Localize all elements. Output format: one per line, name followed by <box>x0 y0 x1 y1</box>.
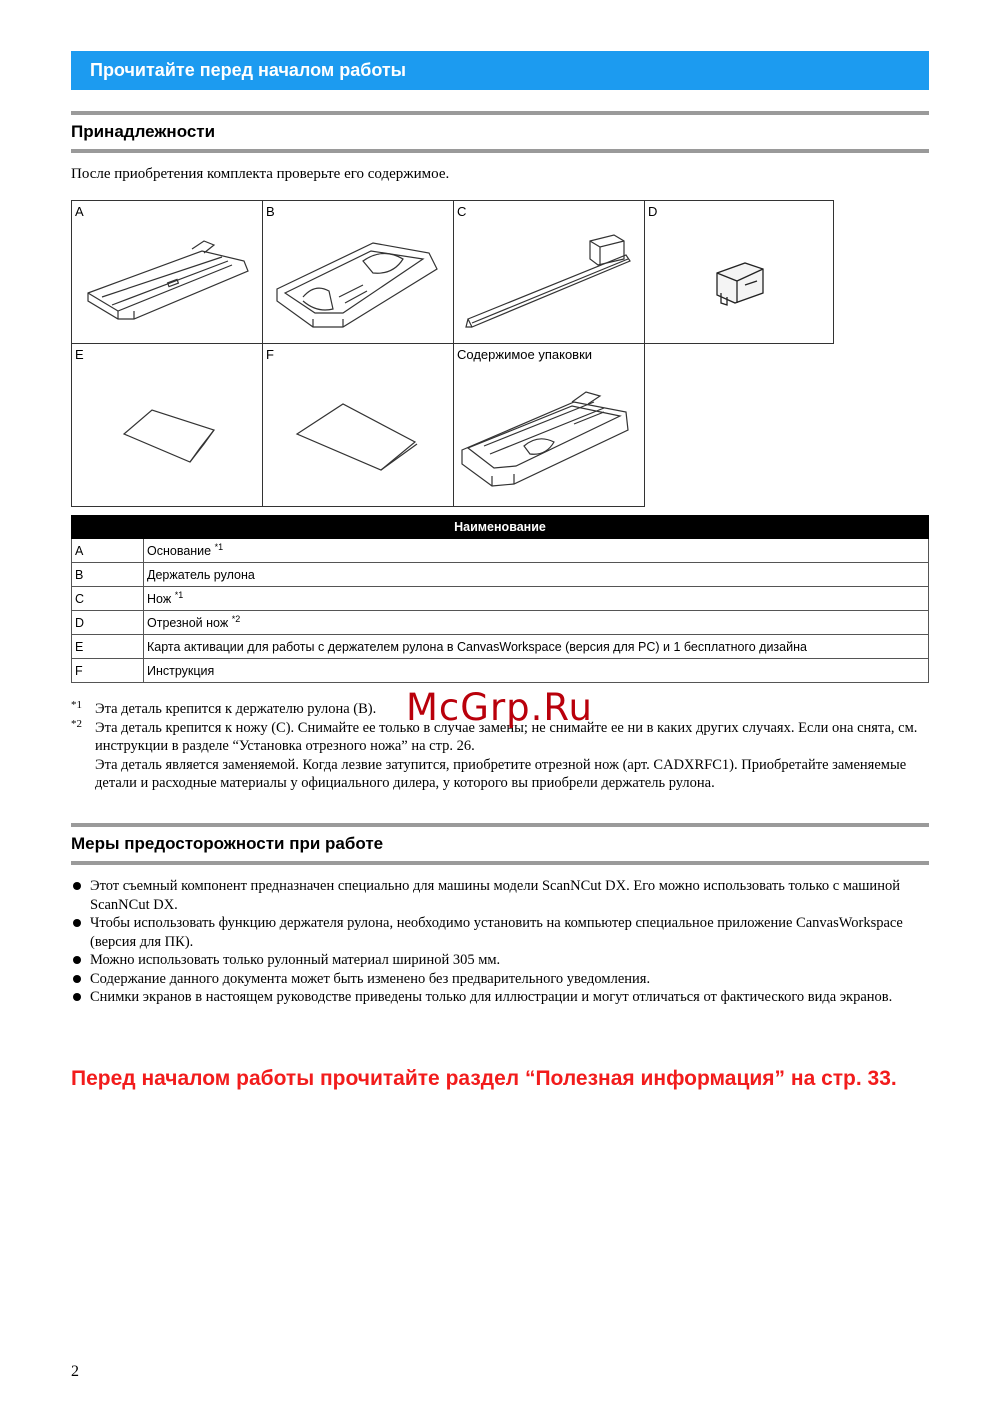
row-name: Отрезной нож $^{*2}$ <box>144 611 929 635</box>
footnote <box>71 719 929 793</box>
accessory-cell-a <box>71 200 263 344</box>
table-row <box>72 611 929 635</box>
accessories-intro: После приобретения комплекта проверьте его содержимое. <box>71 166 450 182</box>
accessory-label: E <box>75 347 84 362</box>
row-name: Держатель рулона <box>144 563 929 587</box>
footnote-ref: *2 <box>231 614 241 625</box>
list-item: Этот съемный компонент предназначен специально для машины модели ScanNCut DX. Его можно использовать только с машиной ScanNCut DX. <box>71 877 929 914</box>
accessory-label: F <box>266 347 274 362</box>
roll-holder-base-illustration <box>72 201 262 343</box>
accessory-cell-d <box>644 200 834 344</box>
roll-holder-illustration <box>263 201 453 343</box>
list-item: Снимки экранов в настоящем руководстве приведены только для иллюстрации и могут отличаться от фактического вида экранов. <box>71 988 929 1007</box>
table-row <box>72 563 929 587</box>
row-name: Нож $^{*1}$ <box>144 587 929 611</box>
header-banner <box>71 51 929 90</box>
footnote-ref: *1 <box>214 542 224 553</box>
accessories-heading-text: Принадлежности <box>71 122 216 141</box>
accessories-heading <box>71 111 929 153</box>
footnote-text: Эта деталь крепится к держателю рулона (B). <box>95 701 377 717</box>
activation-card-illustration <box>72 344 262 506</box>
accessories-image-grid <box>71 200 834 507</box>
footnote-text: Эта деталь крепится к ножу (C). Снимайте ее только в случае замены; не снимайте ее ни в каких других случаях. Если она снята, см. инструкции в разделе “Установка отрезного ножа” на стр. 26. <box>95 719 918 754</box>
accessories-table <box>71 515 929 683</box>
bullet-icon <box>73 956 81 964</box>
row-key: F <box>72 659 144 683</box>
instruction-sheet-illustration <box>263 344 453 506</box>
accessory-cell-package <box>453 343 645 507</box>
precautions-heading <box>71 823 929 865</box>
blade-illustration <box>454 201 644 343</box>
table-row <box>72 539 929 563</box>
row-key: E <box>72 635 144 659</box>
watermark: McGrp.Ru <box>406 686 593 729</box>
row-key: A <box>72 539 144 563</box>
precautions-list <box>71 877 929 1007</box>
bullet-icon <box>73 919 81 927</box>
table-header: Наименование <box>72 516 929 539</box>
accessory-label: D <box>648 204 658 219</box>
footnote-mark: *1 <box>71 699 82 711</box>
precautions-heading-text: Меры предосторожности при работе <box>71 834 384 853</box>
accessory-cell-b <box>262 200 454 344</box>
bullet-icon <box>73 993 81 1001</box>
accessory-label: B <box>266 204 275 219</box>
row-name: Карта активации для работы с держателем рулона в CanvasWorkspace (версия для PC) и 1 бесплатного дизайна <box>144 635 929 659</box>
accessory-cell-c <box>453 200 645 344</box>
accessory-cell-e <box>71 343 263 507</box>
table-row <box>72 635 929 659</box>
accessory-label: A <box>75 204 84 219</box>
list-item: Содержание данного документа может быть изменено без предварительного уведомления. <box>71 970 929 989</box>
list-item: Чтобы использовать функцию держателя рулона, необходимо установить на компьютер специальное приложение CanvasWorkspace (версия для ПК). <box>71 914 929 951</box>
bullet-icon <box>73 882 81 890</box>
page-number: 2 <box>71 1363 79 1380</box>
warning-notice: Перед началом работы прочитайте раздел “Полезная информация” на стр. 33. <box>71 1067 897 1090</box>
footnote-text: Эта деталь является заменяемой. Когда лезвие затупится, приобретите отрезной нож (арт. CADXRFC1). Приобретайте заменяемые детали и расходные материалы у официального дилера, у которого вы приобрели держатель рулона. <box>95 756 907 791</box>
row-key: C <box>72 587 144 611</box>
package-contents-illustration <box>454 344 644 506</box>
row-name: Основание $^{*1}$ <box>144 539 929 563</box>
list-item: Можно использовать только рулонный материал шириной 305 мм. <box>71 951 929 970</box>
bullet-icon <box>73 975 81 983</box>
cutter-unit-illustration <box>645 201 833 343</box>
table-row <box>72 659 929 683</box>
table-row <box>72 587 929 611</box>
accessory-cell-f <box>262 343 454 507</box>
footnote-ref: *1 <box>174 590 184 601</box>
footnote-mark: *2 <box>71 717 82 730</box>
row-name: Инструкция <box>144 659 929 683</box>
row-key: D <box>72 611 144 635</box>
accessory-label: C <box>457 204 467 219</box>
accessory-label: Содержимое упаковки <box>457 347 593 362</box>
banner-title: Прочитайте перед началом работы <box>90 60 407 80</box>
row-key: B <box>72 563 144 587</box>
